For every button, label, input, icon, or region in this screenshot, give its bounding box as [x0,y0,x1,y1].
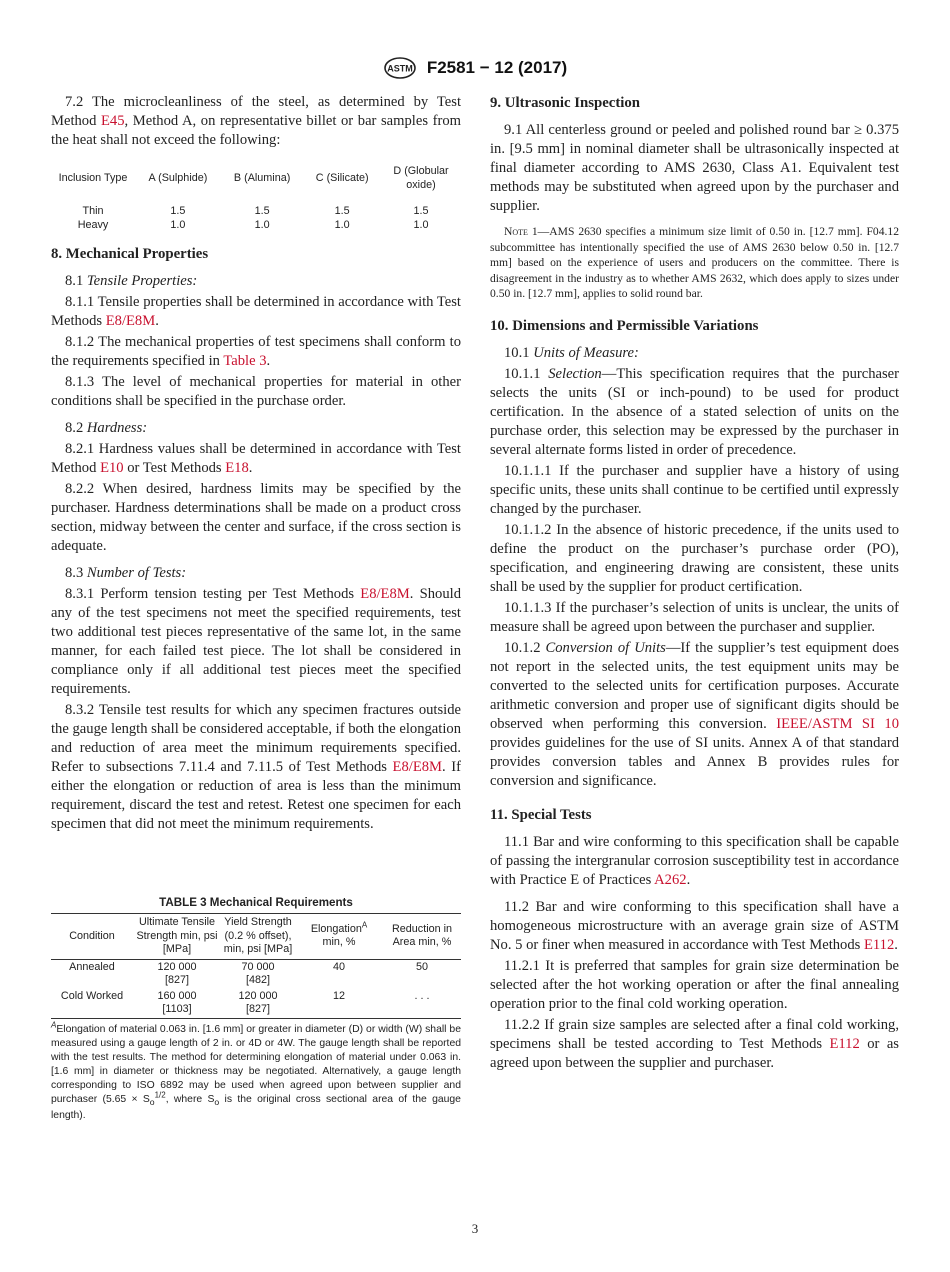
para-9-1: 9.1 All centerless ground or peeled and polished round bar ≥ 0.375 in. [9.5 mm] in nominal diameter shall be ultrasonically inspected at final diameter according to AMS 2630, Class A1. Equivalent test methods may be substituted when agreed upon by the purchaser and supplier. [490,122,899,214]
left-column [51,93,461,1123]
para-11-2-1: 11.2.1 It is preferred that samples for grain size determination be selected after the hot working operation or after the final annealing operation prior to the final cold working operation. [490,957,899,1012]
table-cell: 50 [415,960,428,973]
page-number: 3 [471,1221,479,1236]
link-e45[interactable]: E45 [101,113,125,129]
para-8-3-1: 8.3.1 Perform tension testing per Test Methods E8/E8M. Should any of the test specimens not meet the specified requirements, test two additional test pieces representative of the same lot, in the same manner, for each failed test piece. The lot shall be considered in compliance only if all additional test pieces meet the specified requirements. [51,586,461,697]
mechanical-requirements-table [51,913,461,1019]
section-8-heading: 8. Mechanical Properties [51,246,209,262]
table-3-caption: TABLE 3 Mechanical Requirements [159,896,353,909]
col-header: C (Silicate) [315,172,369,184]
table-cell: 1.0 [334,219,350,231]
para-10-1-1-2: 10.1.1.2 In the absence of historic precedence, if the units used to define the product on the purchaser’s purchase order (PO), specification, and engineering drawing are consistent, these units shall be used by the supplier for product certification. [490,521,899,595]
table-cell: Cold Worked [51,989,133,1019]
para-10-1: 10.1 Units of Measure: [504,344,639,361]
para-8-1: 8.1 Tensile Properties: [65,273,198,289]
table-cell: . . . [383,989,461,1019]
table-cell: 1.5 [254,205,270,217]
section-10-heading: 10. Dimensions and Permissible Variations [490,317,759,334]
table-cell: 40 [332,960,345,973]
para-8-2-1: 8.2.1 Hardness values shall be determined in accordance with Test Method E10 or Test Methods E18. [51,441,461,476]
para-8-2-2: 8.2.2 When desired, hardness limits may be specified by the purchaser. Hardness determinations shall be made on a product cross section, midway between the center and surface, if the cross section is adequate. [51,481,461,554]
col-header: Elongation$^A$ min, % [295,914,383,960]
link-e8-e8m[interactable]: E8/E8M [392,759,443,775]
para-10-1-1: 10.1.1 Selection—This specification requires that the purchaser selects the units (SI or inch-pound) to be used for product certification. In the absence of a stated selection of units on the purchase order, this selection may be expressed by the purchaser in several alternate forms listed in order of precedence. [490,365,899,458]
para-10-1-1-1: 10.1.1.1 If the purchaser and supplier have a history of using specific units, these units shall continue to be certified until expressly changed by the purchaser. [490,462,899,517]
para-8-1-1: 8.1.1 Tensile properties shall be determined in accordance with Test Methods E8/E8M. [51,294,461,329]
astm-logo-icon [383,56,417,80]
table-cell: 1.0 [170,219,186,231]
table-cell: Thin [82,205,104,217]
page-header [0,56,950,80]
table-cell: 120 000 [827] [221,989,295,1019]
col-header: Condition [51,914,133,960]
table-row [51,218,461,232]
inclusion-table [51,164,461,232]
table-cell: 160 000 [1103] [133,989,221,1019]
link-e10[interactable]: E10 [100,460,124,476]
para-10-1-2: 10.1.2 Conversion of Units—If the supplier’s test equipment does not report in the selected units, the test equipment units may be converted to the selected units for certification purposes. Accurate arithmetic conversion and proper use of significant digits should be observed when performing this conversion. IEEE/ASTM SI 10 provides guidelines for the use of SI units. Annex A of that standard provides conversion tables and Annex B provides rules for conversion and significance. [490,639,899,789]
para-8-3-2: 8.3.2 Tensile test results for which any specimen fractures outside the gauge length shall be considered acceptable, if both the elongation and reduction of area meet the minimum requirements specified. Refer to subsections 7.11.4 and 7.11.5 of Test Methods E8/E8M. If either the elongation or reduction of area is less than the minimum requirement, discard the test and retest. Retest one specimen for each specimen that did not meet the minimum requirements. [51,702,461,832]
para-11-2-2: 11.2.2 If grain size samples are selected after a final cold working, specimens shall be tested according to Test Methods E112 or as agreed upon between the supplier and purchaser. [490,1016,899,1071]
para-10-1-1-3: 10.1.1.3 If the purchaser’s selection of units is unclear, the units of measure shall be agreed upon between the purchaser and supplier. [490,599,899,635]
para-8-2: 8.2 Hardness: [65,420,148,436]
col-header: Inclusion Type [58,172,128,184]
col-header: Ultimate Tensile Strength min, psi [MPa] [133,914,221,960]
col-header: A (Sulphide) [148,172,208,184]
link-e18[interactable]: E18 [225,460,249,476]
para-7-2: 7.2 The microcleanliness of the steel, as determined by Test Method E45, Method A, on representative billet or bar samples from the heat shall not exceed the following: [51,94,461,148]
section-11-heading: 11. Special Tests [490,806,592,823]
link-e112[interactable]: E112 [863,936,895,953]
table-cell: 1.0 [413,219,429,231]
table-cell: Heavy [77,219,109,231]
para-8-1-2: 8.1.2 The mechanical properties of test specimens shall conform to the requirements specified in Table 3. [51,334,461,369]
table-cell: Annealed [69,960,115,973]
table-cell: 1.5 [170,205,186,217]
link-e112[interactable]: E112 [829,1035,860,1052]
document-designation: F2581 − 12 (2017) [426,58,568,77]
col-header: Yield Strength (0.2 % offset), min, psi [MPa] [221,914,295,960]
link-a262[interactable]: A262 [654,871,687,888]
table-cell: 120 000 [827] [157,960,197,986]
table-cell: 70 000 [482] [241,960,275,986]
table-cell: 1.5 [413,205,429,217]
table-3-footnote: $^A$Elongation of material 0.063 in. [1.6 mm] or greater in diameter (D) or width (W) shall be measured using a gauge length of 2 in. or 4D or 4W. The gauge length shall be reported with the test results. The method for determining elongation of material under 0.063 in. [1.6 mm] in diameter or thickness may be negotiated. Alternatively, a gauge length corresponding to ISO 6892 may be used when agreed upon between supplier and purchaser ($5.65 \times S_o^{1/2}$, where $S_o$ is the original cross sectional area of the gauge length). [51,1020,461,1121]
link-e8-e8m[interactable]: E8/E8M [360,586,410,602]
table-cell: 1.0 [254,219,270,231]
table-cell: 1.5 [334,205,350,217]
col-header: D (Globular oxide) [393,165,449,191]
table-row [51,959,461,989]
section-9-heading: 9. Ultrasonic Inspection [490,95,641,111]
link-ieee-astm-si-10[interactable]: IEEE/ASTM SI 10 [776,715,899,732]
link-e8-e8m[interactable]: E8/E8M [105,313,156,329]
para-8-3: 8.3 Number of Tests: [65,565,187,581]
table-row [51,989,461,1019]
col-header: B (Alumina) [233,172,291,184]
link-table-3[interactable]: Table 3 [223,353,267,369]
table-3-block [51,896,461,1123]
note-1: Note 1—AMS 2630 specifies a minimum size limit of 0.50 in. [12.7 mm]. F04.12 subcommittee has intentionally specified the use of AMS 2630 below 0.50 in. [12.7 mm] based on the experience of users and producers on the committee. There is disagreement in the industry as to whether AMS 2632, which does apply to sizes under 0.50 in. [12.7 mm], applies to solid round bar. [490,225,899,300]
para-11-2: 11.2 Bar and wire conforming to this specification shall have a homogeneous microstructure with an average grain size of ASTM No. 5 or finer when measured in accordance with Test Methods E112. [490,898,899,953]
para-11-1: 11.1 Bar and wire conforming to this specification shall be capable of passing the intergranular corrosion susceptibility test in accordance with Practice E of Practices A262. [490,833,899,888]
col-header: Reduction in Area min, % [383,914,461,960]
right-column [490,93,899,1075]
table-row [51,204,461,218]
table-3-header [51,914,461,960]
para-8-1-3: 8.1.3 The level of mechanical properties for material in other conditions shall be specified in the purchase order. [51,374,461,409]
inclusion-table-header [51,164,461,192]
svg-text:ASTM: ASTM [387,63,413,74]
table-cell: 12 [295,989,383,1019]
